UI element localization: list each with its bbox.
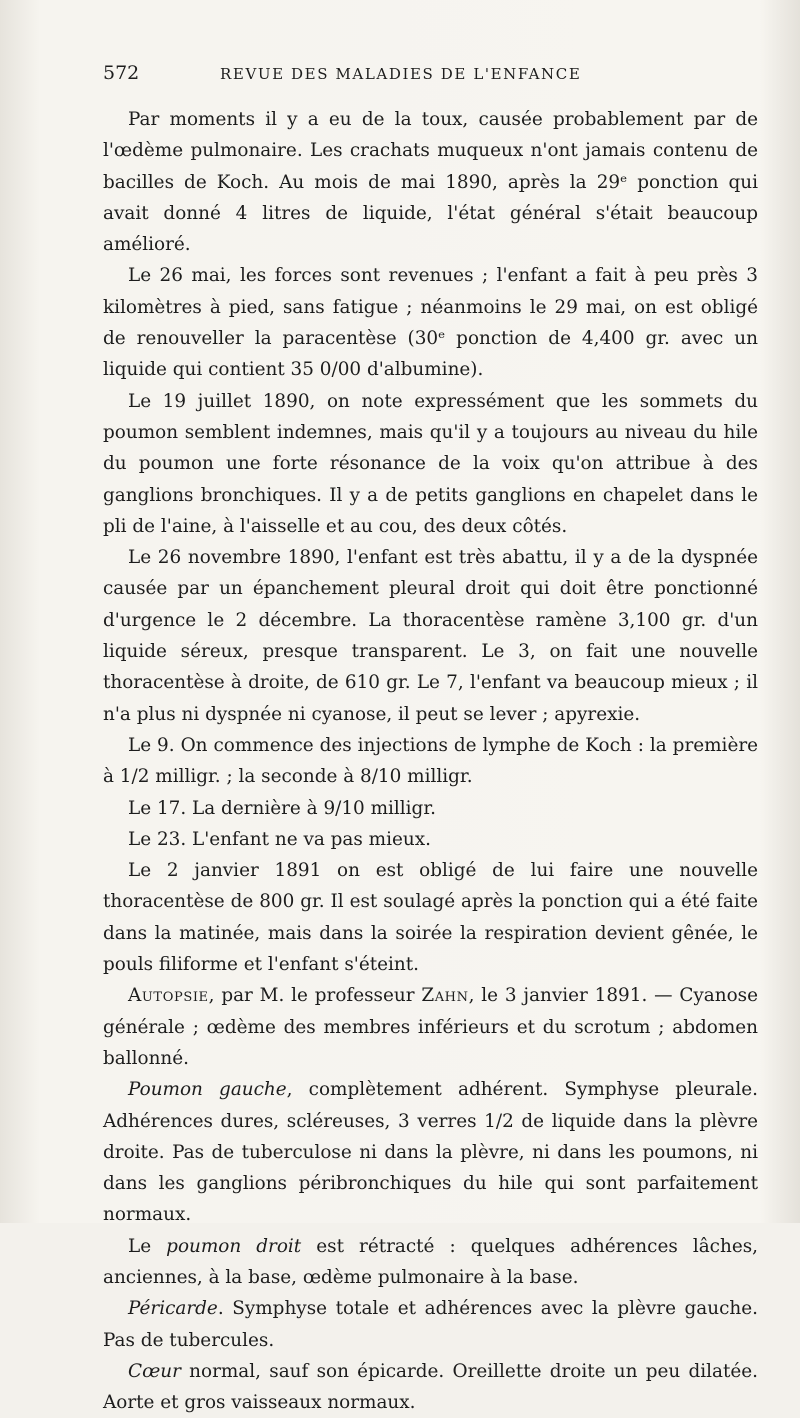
running-title: REVUE DES MALADIES DE L'ENFANCE <box>220 65 582 83</box>
paragraph-text: normal, sauf son épicarde. Oreillette droite un peu dilatée. Aorte et gros vaisseaux normaux. <box>103 1360 758 1414</box>
paragraph: Le 19 juillet 1890, on note expressément que les sommets du poumon semblent indemnes, mais qu'il y a toujours au niveau du hile du poumon une forte résonance de la voix qu'on attribue à des ganglions bronchiques. Il y a de petits ganglions en chapelet dans le pli de l'aine, à l'aisselle et au cou, des deux côtés. <box>103 390 758 537</box>
paragraph-autopsie <box>103 980 758 1074</box>
autopsie-heading: Autopsie <box>128 985 209 1007</box>
organ-label: Poumon gauche <box>128 1079 287 1101</box>
page-number: 572 <box>103 62 140 84</box>
organ-label: Péricarde <box>128 1298 218 1320</box>
organ-label: poumon droit <box>166 1235 302 1257</box>
paragraph <box>103 1074 758 1230</box>
paragraph-text: , le 3 janvier 1891. — Cyanose générale ; œdème des membres inférieurs et du scrotum ; abdomen ballonné. <box>103 985 758 1069</box>
professor-name: Zahn <box>421 985 469 1007</box>
organ-label: Cœur <box>128 1360 181 1382</box>
paragraph <box>103 1231 758 1294</box>
paragraph: Le 9. On commence des injections de lymphe de Koch : la première à 1/2 milligr. ; la seconde à 8/10 milligr. <box>103 734 758 788</box>
paragraph <box>103 1356 758 1418</box>
body-text <box>103 104 758 1418</box>
paragraph-text: est rétracté : quelques adhérences lâches, anciennes, à la base, œdème pulmonaire à la base. <box>103 1235 758 1288</box>
paragraph-text: Le <box>128 1235 167 1257</box>
paragraph-text: , par M. le professeur <box>208 985 422 1007</box>
page-header <box>103 62 703 92</box>
paragraph-text: , complètement adhérent. Symphyse pleurale. Adhérences dures, scléreuses, 3 verres 1/2 de liquide dans la plèvre droite. Pas de tuberculose ni dans la plèvre, ni dans les poumons, ni dans les ganglions péribronchiques du hile qui sont parfaitement normaux. <box>103 1079 758 1226</box>
paragraph: Le 2 janvier 1891 on est obligé de lui faire une nouvelle thoracentèse de 800 gr. Il est soulagé après la ponction qui a été faite dans la matinée, mais dans la soirée la respiration devient gênée, le pouls filiforme et l'enfant s'éteint. <box>103 860 758 976</box>
paragraph: Par moments il y a eu de la toux, causée probablement par de l'œdème pulmonaire. Les crachats muqueux n'ont jamais contenu de bacilles de Koch. Au mois de mai 1890, après la 29ᵉ ponction qui avait donné 4 litres de liquide, l'état général s'était beaucoup amélioré. <box>103 109 758 256</box>
paragraph-text: . Symphyse totale et adhérences avec la plèvre gauche. Pas de tubercules. <box>103 1298 758 1351</box>
paragraph: Le 23. L'enfant ne va pas mieux. <box>128 828 431 850</box>
paragraph: Le 26 mai, les forces sont revenues ; l'enfant a fait à peu près 3 kilomètres à pied, sans fatigue ; néanmoins le 29 mai, on est obligé de renouveller la paracentèse (30ᵉ ponction de 4,400 gr. avec un liquide qui contient 35 0/00 d'albumine). <box>103 265 758 381</box>
paragraph: Le 26 novembre 1890, l'enfant est très abattu, il y a de la dyspnée causée par un épanchement pleural droit qui doit être ponctionné d'urgence le 2 décembre. La thoracentèse ramène 3,100 gr. d'un liquide séreux, presque transparent. Le 3, on fait une nouvelle thoracentèse à droite, de 610 gr. Le 7, l'enfant va beaucoup mieux ; il n'a plus ni dyspnée ni cyanose, il peut se lever ; apyrexie. <box>103 547 758 725</box>
paragraph: Le 17. La dernière à 9/10 milligr. <box>128 797 436 819</box>
paragraph <box>103 1293 758 1356</box>
